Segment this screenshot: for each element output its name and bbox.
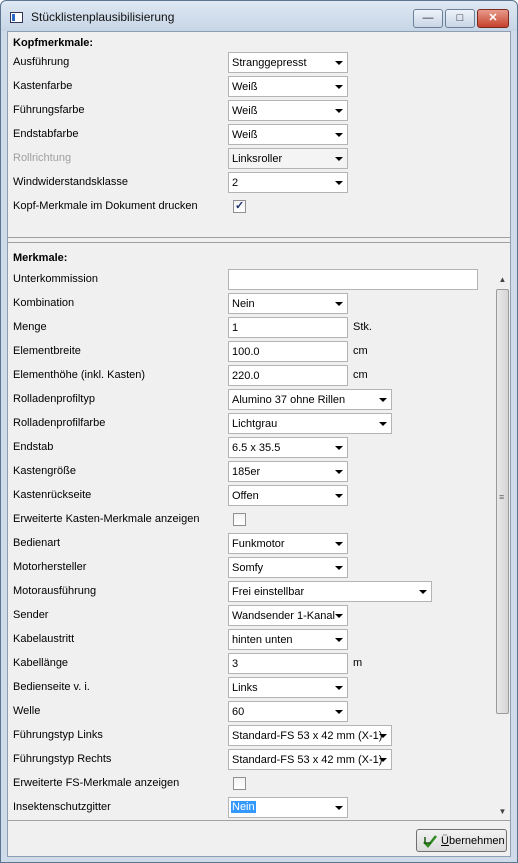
bedienart-value: Funkmotor: [232, 538, 285, 550]
windwiderstandsklasse-label: Windwiderstandsklasse: [13, 176, 128, 188]
dialog-footer: [8, 820, 510, 856]
rollrichtung-label: Rollrichtung: [13, 152, 72, 164]
kabellaenge-unit: m: [353, 657, 363, 669]
apply-button[interactable]: [416, 829, 507, 852]
row-erweiterte-fs-merkmale-anzeigen: [8, 773, 498, 795]
ausfuehrung-select[interactable]: [228, 52, 348, 73]
row-kabelaustritt: [8, 629, 498, 651]
rolladenprofiltyp-select[interactable]: [228, 389, 392, 410]
row-welle: [8, 701, 498, 723]
close-icon: ✕: [488, 12, 498, 24]
row-kastenrueckseite: [8, 485, 498, 507]
chevron-down-icon[interactable]: [335, 302, 343, 306]
row-fuehrungstyp-links: [8, 725, 498, 747]
endstab-value: 6.5 x 35.5: [232, 442, 281, 454]
bedienseite-v-i-select[interactable]: [228, 677, 348, 698]
chevron-down-icon[interactable]: [335, 446, 343, 450]
row-rolladenprofiltyp: [8, 389, 498, 411]
rollrichtung-select: [228, 148, 348, 169]
erweiterte-fs-merkmale-anzeigen-checkbox[interactable]: [233, 777, 246, 790]
chevron-down-icon[interactable]: [379, 734, 387, 738]
motorausfuehrung-select[interactable]: [228, 581, 432, 602]
row-rollrichtung: [8, 148, 498, 170]
chevron-down-icon[interactable]: [335, 470, 343, 474]
dialog-client-area: [7, 31, 511, 857]
kombination-value: Nein: [232, 298, 255, 310]
chevron-down-icon[interactable]: [335, 638, 343, 642]
sender-label: Sender: [13, 609, 49, 621]
bedienart-label: Bedienart: [13, 537, 61, 549]
elementbreite-unit: cm: [353, 345, 368, 357]
erweiterte-fs-merkmale-anzeigen-label: Erweiterte FS-Merkmale anzeigen: [13, 777, 180, 789]
kombination-label: Kombination: [13, 297, 75, 309]
rollrichtung-value: Linksroller: [232, 153, 283, 165]
rolladenprofilfarbe-select[interactable]: [228, 413, 392, 434]
bedienseite-v-i-label: Bedienseite v. i.: [13, 681, 90, 693]
row-kombination: [8, 293, 498, 315]
scroll-up-icon[interactable]: ▲: [498, 275, 507, 284]
windwiderstandsklasse-select[interactable]: [228, 172, 348, 193]
chevron-down-icon[interactable]: [379, 398, 387, 402]
windwiderstandsklasse-value: 2: [232, 177, 239, 189]
elementhoehe-inkl-kasten-label: Elementhöhe (inkl. Kasten): [13, 369, 146, 381]
kombination-select[interactable]: [228, 293, 348, 314]
endstabfarbe-label: Endstabfarbe: [13, 128, 79, 140]
row-insektenschutzgitter: [8, 797, 498, 819]
erweiterte-kasten-merkmale-anzeigen-checkbox[interactable]: [233, 513, 246, 526]
motorhersteller-select[interactable]: [228, 557, 348, 578]
window-title: Stücklistenplausibilisierung: [31, 10, 175, 24]
motorausfuehrung-value: Frei einstellbar: [232, 586, 305, 598]
kabellaenge-field[interactable]: [228, 653, 348, 674]
chevron-down-icon[interactable]: [419, 590, 427, 594]
unterkommission-label: Unterkommission: [13, 273, 98, 285]
row-endstab: [8, 437, 498, 459]
fuehrungsfarbe-label: Führungsfarbe: [13, 104, 85, 116]
chevron-down-icon[interactable]: [335, 61, 343, 65]
row-bedienseite-v-i: [8, 677, 498, 699]
row-elementbreite: [8, 341, 498, 363]
endstabfarbe-value: Weiß: [232, 129, 258, 141]
fuehrungsfarbe-value: Weiß: [232, 105, 258, 117]
fuehrungstyp-links-select[interactable]: [228, 725, 392, 746]
chevron-down-icon[interactable]: [335, 566, 343, 570]
close-button[interactable]: [477, 9, 509, 28]
elementhoehe-inkl-kasten-field[interactable]: [228, 365, 348, 386]
row-kastenfarbe: [8, 76, 498, 98]
panel-splitter[interactable]: [8, 238, 510, 243]
elementhoehe-inkl-kasten-value: 220.0: [232, 370, 260, 382]
row-kopf-merkmale-im-dokument-drucken: [8, 196, 498, 218]
row-fuehrungstyp-rechts: [8, 749, 498, 771]
row-sender: [8, 605, 498, 627]
insektenschutzgitter-label: Insektenschutzgitter: [13, 801, 111, 813]
rolladenprofilfarbe-value: Lichtgrau: [232, 418, 278, 430]
chevron-down-icon[interactable]: [335, 494, 343, 498]
row-unterkommission: [8, 269, 498, 291]
row-fuehrungsfarbe: [8, 100, 498, 122]
chevron-down-icon[interactable]: [335, 109, 343, 113]
unterkommission-field[interactable]: [228, 269, 478, 290]
row-motorhersteller: [8, 557, 498, 579]
chevron-down-icon[interactable]: [379, 422, 387, 426]
kastenfarbe-value: Weiß: [232, 81, 258, 93]
welle-value: 60: [232, 706, 245, 718]
kastenrueckseite-value: Offen: [232, 490, 259, 502]
kastenfarbe-select[interactable]: [228, 76, 348, 97]
head-section-title: Kopfmerkmale:: [13, 37, 94, 49]
kabellaenge-label: Kabellänge: [13, 657, 69, 669]
elementhoehe-inkl-kasten-unit: cm: [353, 369, 368, 381]
chevron-down-icon[interactable]: [335, 157, 343, 161]
sender-select[interactable]: [228, 605, 348, 626]
kastengroesse-select[interactable]: [228, 461, 348, 482]
kopf-merkmale-im-dokument-drucken-label: Kopf-Merkmale im Dokument drucken: [13, 200, 198, 212]
minimize-icon: —: [422, 12, 434, 24]
bedienseite-v-i-value: Links: [232, 682, 258, 694]
motorhersteller-label: Motorhersteller: [13, 561, 87, 573]
elementbreite-label: Elementbreite: [13, 345, 81, 357]
title-bar[interactable]: [1, 1, 517, 31]
kastenrueckseite-label: Kastenrückseite: [13, 489, 92, 501]
kastengroesse-value: 185er: [232, 466, 261, 478]
kastenfarbe-label: Kastenfarbe: [13, 80, 73, 92]
scroll-down-icon[interactable]: ▼: [498, 807, 507, 816]
rolladenprofilfarbe-label: Rolladenprofilfarbe: [13, 417, 106, 429]
motorausfuehrung-label: Motorausführung: [13, 585, 97, 597]
minimize-button[interactable]: [413, 9, 443, 28]
fuehrungstyp-rechts-value: Standard-FS 53 x 42 mm (X-1): [232, 754, 383, 766]
erweiterte-kasten-merkmale-anzeigen-label: Erweiterte Kasten-Merkmale anzeigen: [13, 513, 200, 525]
row-bedienart: [8, 533, 498, 555]
features-section-title: Merkmale:: [13, 252, 68, 264]
chevron-down-icon[interactable]: [335, 181, 343, 185]
fuehrungstyp-links-value: Standard-FS 53 x 42 mm (X-1): [232, 730, 383, 742]
chevron-down-icon[interactable]: [335, 542, 343, 546]
chevron-down-icon[interactable]: [335, 614, 343, 618]
kastenrueckseite-select[interactable]: [228, 485, 348, 506]
fuehrungstyp-links-label: Führungstyp Links: [13, 729, 103, 741]
row-elementhoehe-inkl-kasten: [8, 365, 498, 387]
maximize-button[interactable]: [445, 9, 475, 28]
kabelaustritt-value: hinten unten: [232, 634, 293, 646]
kabelaustritt-label: Kabelaustritt: [13, 633, 75, 645]
elementbreite-field[interactable]: [228, 341, 348, 362]
motorhersteller-value: Somfy: [232, 562, 264, 574]
kopf-merkmale-im-dokument-drucken-checkbox[interactable]: [233, 200, 246, 213]
app-icon: [10, 12, 23, 23]
row-motorausfuehrung: [8, 581, 498, 603]
menge-value: 1: [232, 322, 239, 334]
kastengroesse-label: Kastengröße: [13, 465, 76, 477]
row-erweiterte-kasten-merkmale-anzeigen: [8, 509, 498, 531]
maximize-icon: □: [456, 12, 464, 24]
chevron-down-icon[interactable]: [335, 85, 343, 89]
kabellaenge-value: 3: [232, 658, 239, 670]
ausfuehrung-label: Ausführung: [13, 56, 70, 68]
checkmark-icon: ✓: [235, 200, 245, 212]
welle-select[interactable]: [228, 701, 348, 722]
head-features-panel: [8, 32, 510, 238]
insektenschutzgitter-select[interactable]: [228, 797, 348, 818]
rolladenprofiltyp-label: Rolladenprofiltyp: [13, 393, 95, 405]
ausfuehrung-value: Stranggepresst: [232, 57, 307, 69]
endstabfarbe-select[interactable]: [228, 124, 348, 145]
menge-unit: Stk.: [353, 321, 372, 333]
welle-label: Welle: [13, 705, 41, 717]
bedienart-select[interactable]: [228, 533, 348, 554]
row-endstabfarbe: [8, 124, 498, 146]
insektenschutzgitter-value: Nein: [232, 801, 255, 813]
chevron-down-icon[interactable]: [335, 133, 343, 137]
fuehrungsfarbe-select[interactable]: [228, 100, 348, 121]
menge-field[interactable]: [228, 317, 348, 338]
scroll-grip-icon: ≡: [499, 492, 505, 502]
row-kabellaenge: [8, 653, 498, 675]
menge-label: Menge: [13, 321, 47, 333]
endstab-label: Endstab: [13, 441, 54, 453]
chevron-down-icon[interactable]: [335, 686, 343, 690]
row-menge: [8, 317, 498, 339]
chevron-down-icon[interactable]: [379, 758, 387, 762]
row-windwiderstandsklasse: [8, 172, 498, 194]
features-panel: [8, 244, 510, 820]
kabelaustritt-select[interactable]: [228, 629, 348, 650]
chevron-down-icon[interactable]: [335, 806, 343, 810]
check-arrow-icon: [422, 833, 438, 849]
endstab-select[interactable]: [228, 437, 348, 458]
rolladenprofiltyp-value: Alumino 37 ohne Rillen: [232, 394, 346, 406]
scroll-thumb[interactable]: [496, 289, 509, 714]
row-ausfuehrung: [8, 52, 498, 74]
features-scrollbar[interactable]: [495, 272, 510, 820]
row-kastengroesse: [8, 461, 498, 483]
chevron-down-icon[interactable]: [335, 710, 343, 714]
fuehrungstyp-rechts-label: Führungstyp Rechts: [13, 753, 112, 765]
sender-value: Wandsender 1-Kanal: [232, 610, 335, 622]
elementbreite-value: 100.0: [232, 346, 260, 358]
fuehrungstyp-rechts-select[interactable]: [228, 749, 392, 770]
apply-button-label: Übernehmen: [441, 835, 505, 847]
row-rolladenprofilfarbe: [8, 413, 498, 435]
